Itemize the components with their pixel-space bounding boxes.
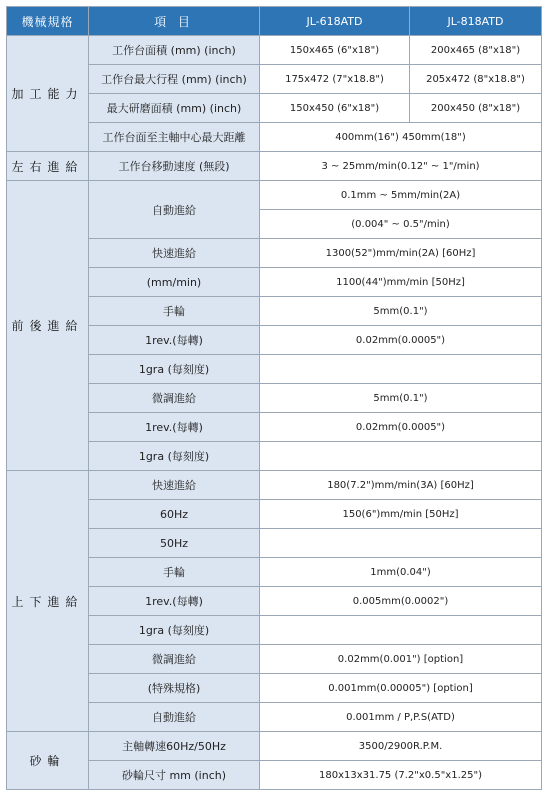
row-label: 1gra (每刻度)	[89, 616, 260, 645]
row-label: 自動進給	[89, 181, 260, 239]
row-value	[260, 616, 542, 645]
row-value: 3 ~ 25mm/min(0.12" ~ 1"/min)	[260, 152, 542, 181]
row-value-model-1: 150x465 (6"x18")	[260, 36, 410, 65]
row-value: 1300(52")mm/min(2A) [60Hz]	[260, 239, 542, 268]
row-value: 5mm(0.1")	[260, 297, 542, 326]
row-value: (0.004" ~ 0.5"/min)	[260, 210, 542, 239]
row-value: 0.02mm(0.0005")	[260, 326, 542, 355]
row-value: 0.001mm / P,P.S(ATD)	[260, 703, 542, 732]
row-value: 400mm(16") 450mm(18")	[260, 123, 542, 152]
row-label: 工作台移動速度 (無段)	[89, 152, 260, 181]
row-label: 快速進給	[89, 239, 260, 268]
group-lateral-feed: 左右進給	[7, 152, 89, 181]
row-label: 快速進給	[89, 471, 260, 500]
row-label: 微調進給	[89, 645, 260, 674]
row-value: 180x13x31.75 (7.2"x0.5"x1.25")	[260, 761, 542, 790]
row-label: 1gra (每刻度)	[89, 355, 260, 384]
row-label: 1rev.(每轉)	[89, 587, 260, 616]
row-label: 自動進給	[89, 703, 260, 732]
row-value: 180(7.2")mm/min(3A) [60Hz]	[260, 471, 542, 500]
row-label: 砂輪尺寸 mm (inch)	[89, 761, 260, 790]
row-value: 3500/2900R.P.M.	[260, 732, 542, 761]
row-label: 工作台面至主軸中心最大距離	[89, 123, 260, 152]
row-value-model-1: 175x472 (7"x18.8")	[260, 65, 410, 94]
row-value: 0.02mm(0.001") [option]	[260, 645, 542, 674]
group-machining: 加工能力	[7, 36, 89, 152]
header-model-1: JL-618ATD	[260, 7, 410, 36]
row-label: 50Hz	[89, 529, 260, 558]
row-value	[260, 529, 542, 558]
row-label: 1rev.(每轉)	[89, 326, 260, 355]
group-grinding-wheel: 砂輪	[7, 732, 89, 790]
table-row	[7, 732, 542, 761]
row-label: 工作台最大行程 (mm) (inch)	[89, 65, 260, 94]
group-vertical-feed: 上下進給	[7, 471, 89, 732]
row-label: 主軸轉速60Hz/50Hz	[89, 732, 260, 761]
row-value: 150(6")mm/min [50Hz]	[260, 500, 542, 529]
row-value: 5mm(0.1")	[260, 384, 542, 413]
table-row	[7, 36, 542, 65]
table-row	[7, 471, 542, 500]
row-label: 最大研磨面積 (mm) (inch)	[89, 94, 260, 123]
row-value	[260, 355, 542, 384]
row-value	[260, 442, 542, 471]
row-label: (特殊規格)	[89, 674, 260, 703]
row-label: 手輪	[89, 297, 260, 326]
row-label: (mm/min)	[89, 268, 260, 297]
row-value-model-1: 150x450 (6"x18")	[260, 94, 410, 123]
row-label: 60Hz	[89, 500, 260, 529]
row-value: 0.1mm ~ 5mm/min(2A)	[260, 181, 542, 210]
row-label: 1rev.(每轉)	[89, 413, 260, 442]
row-label: 1gra (每刻度)	[89, 442, 260, 471]
row-value: 1100(44")mm/min [50Hz]	[260, 268, 542, 297]
row-label: 工作台面積 (mm) (inch)	[89, 36, 260, 65]
row-value-model-2: 205x472 (8"x18.8")	[410, 65, 542, 94]
row-value: 0.02mm(0.0005")	[260, 413, 542, 442]
header-spec: 機械規格	[7, 7, 89, 36]
group-cross-feed: 前後進給	[7, 181, 89, 471]
row-value: 1mm(0.04")	[260, 558, 542, 587]
spec-table	[6, 6, 542, 790]
header-item: 項 目	[89, 7, 260, 36]
table-row	[7, 181, 542, 210]
table-row	[7, 152, 542, 181]
header-model-2: JL-818ATD	[410, 7, 542, 36]
row-value: 0.005mm(0.0002")	[260, 587, 542, 616]
row-label: 手輪	[89, 558, 260, 587]
row-value-model-2: 200x450 (8"x18")	[410, 94, 542, 123]
row-label: 微調進給	[89, 384, 260, 413]
row-value: 0.001mm(0.00005") [option]	[260, 674, 542, 703]
header-row	[7, 7, 542, 36]
row-value-model-2: 200x465 (8"x18")	[410, 36, 542, 65]
